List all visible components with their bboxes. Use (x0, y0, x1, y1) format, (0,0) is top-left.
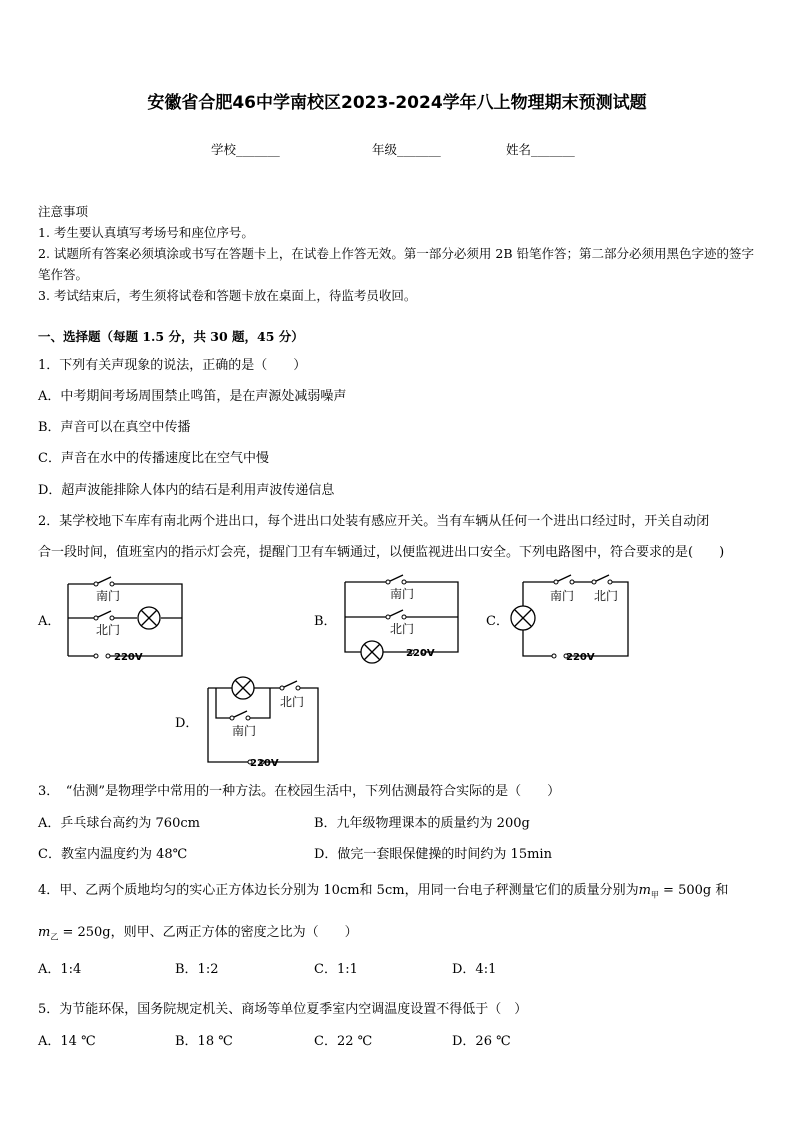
circuit-a-diagram (62, 574, 187, 664)
q4-option-c: C．1:1 (314, 962, 358, 977)
q3-option-d: D．做完一套眼保健操的时间约为 15min (314, 847, 552, 862)
q5-option-c: C．22 ℃ (314, 1034, 373, 1049)
page-title: 安徽省合肥46中学南校区2023-2024学年八上物理期末预测试题 (147, 93, 647, 113)
q4-option-d: D．4:1 (452, 962, 497, 977)
school-field: 学校_______ (211, 142, 280, 157)
south-gate-label: 南门 (550, 589, 575, 603)
south-gate-label: 南门 (232, 724, 257, 738)
q5-option-a: A．14 ℃ (38, 1034, 96, 1049)
q2-stem-line1: 2．某学校地下车库有南北两个进出口，每个进出口处装有感应开关。当有车辆从任何一个进出口经过时，开关自动闭 (38, 514, 710, 529)
south-gate-label: 南门 (390, 587, 415, 601)
north-gate-label: 北门 (96, 623, 121, 637)
q4-option-a: A．1:4 (38, 962, 82, 977)
mass-jia-value: = 500g 和 (658, 883, 729, 898)
circuit-d-diagram (200, 672, 328, 772)
q4-option-b: B．1:2 (175, 962, 219, 977)
note-item: 2. 试题所有答案必须填涂或书写在答题卡上，在试卷上作答无效。第一部分必须用 2B 铅笔作答；第二部分必须用黑色字迹的签字笔作答。 (38, 246, 754, 282)
q1-option-b: B．声音可以在真空中传播 (38, 420, 191, 435)
circuit-b-diagram (340, 574, 465, 669)
q3-option-c: C．教室内温度约为 48℃ (38, 847, 188, 862)
circuit-a-label: A． (38, 614, 61, 629)
voltage-label: 220V (566, 652, 595, 663)
q1-option-a: A．中考期间考场周围禁止鸣笛，是在声源处减弱噪声 (38, 389, 347, 404)
q1-option-c: C．声音在水中的传播速度比在空气中慢 (38, 451, 269, 466)
q5-option-b: B．18 ℃ (175, 1034, 233, 1049)
q3-option-a: A．乒乓球台高约为 760cm (38, 816, 200, 831)
grade-field: 年级_______ (372, 142, 441, 157)
voltage-label: 220V (406, 648, 435, 659)
circuit-b-label: B． (314, 614, 337, 629)
notes-block (38, 201, 758, 306)
circuit-c-diagram (508, 574, 633, 664)
q1-stem: 1．下列有关声现象的说法，正确的是（ ） (38, 358, 307, 373)
voltage-label: 220V (114, 652, 143, 663)
north-gate-label: 北门 (280, 695, 305, 709)
q1-option-d: D．超声波能排除人体内的结石是利用声波传递信息 (38, 483, 335, 498)
north-gate-label: 北门 (594, 589, 619, 603)
mass-yi-subscript: 乙 (50, 932, 59, 942)
q3-stem: 3． “估测”是物理学中常用的一种方法。在校园生活中，下列估测最符合实际的是（ ） (38, 784, 561, 799)
north-gate-label: 北门 (390, 622, 415, 636)
q3-option-b: B．九年级物理课本的质量约为 200g (314, 816, 530, 831)
note-item: 3. 考试结束后，考生须将试卷和答题卡放在桌面上，待监考员收回。 (38, 288, 417, 303)
q4-stem-tail: ，则甲、乙两正方体的密度之比为（ ） (110, 925, 358, 940)
q4-stem-text: 4．甲、乙两个质地均匀的实心正方体边长分别为 10cm和 5cm，用同一台电子秤测量它们的质量分别为 (38, 883, 639, 898)
q2-stem-line2: 合一段时间，值班室内的指示灯会亮，提醒门卫有车辆通过，以便监视进出口安全。下列电路图中，符合要求的是( ) (38, 545, 725, 560)
mass-jia-subscript: 甲 (650, 890, 659, 900)
note-item: 1. 考生要认真填写考场号和座位序号。 (38, 225, 254, 240)
notes-heading: 注意事项 (38, 204, 89, 219)
mass-yi-symbol: m (38, 925, 51, 940)
q4-stem-line2 (38, 921, 358, 943)
name-field: 姓名_______ (506, 142, 575, 157)
section-heading: 一、选择题（每题 1.5 分，共 30 题，45 分） (38, 329, 304, 344)
q5-stem: 5．为节能环保，国务院规定机关、商场等单位夏季室内空调温度设置不得低于（ ） (38, 1002, 528, 1017)
south-gate-label: 南门 (96, 589, 121, 603)
circuit-d-label: D． (175, 716, 199, 731)
circuit-c-label: C． (486, 614, 509, 629)
q5-option-d: D．26 ℃ (452, 1034, 511, 1049)
q4-stem-line1 (38, 879, 728, 901)
mass-jia-symbol: m (638, 883, 651, 898)
mass-yi-value: = 250g (58, 925, 111, 940)
voltage-label: 220V (250, 758, 279, 769)
